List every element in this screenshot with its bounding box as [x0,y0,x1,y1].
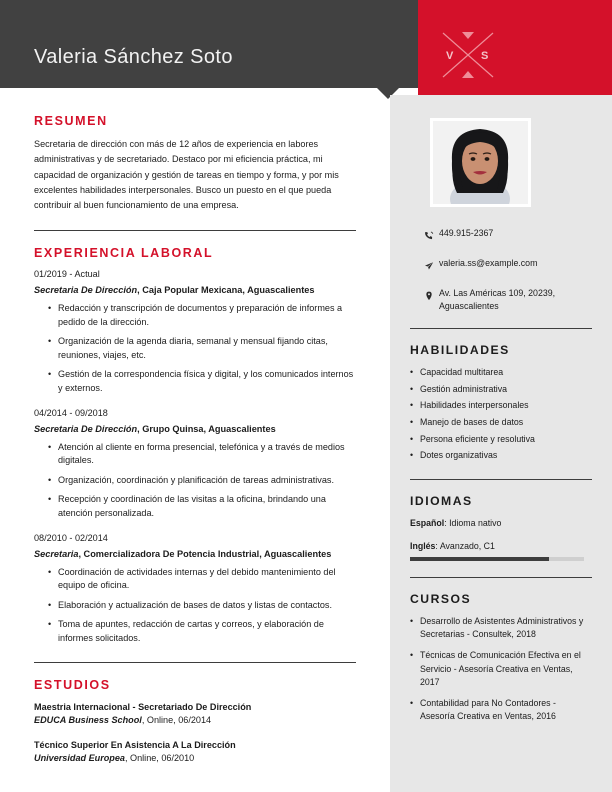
education-detail: , Online, 06/2014 [141,715,212,726]
education-degree: Técnico Superior En Asistencia A La Dirección [34,739,236,750]
course-item: • Técnicas de Comunicación Efectiva en el Servicio - Asesoría Creativa en Ventas, 2017 [410,649,592,690]
language-spanish [410,517,592,530]
experience-bullet: • Organización de la agenda diaria, semanal y mensual fijando citas, reuniones, viajes, etc. [50,335,356,362]
experience-entry [34,533,356,645]
language-level: : Idioma nativo [444,517,502,528]
sidebar-divider [410,328,592,329]
experience-bullet-list [34,441,356,520]
skill-item: • Gestión administrativa [410,383,592,397]
page-header [0,0,612,88]
experience-bullet: • Recepción y coordinación de las visitas a la oficina, brindando una atención personalizada. [50,493,356,520]
experience-bullet: • Coordinación de actividades internas y del debido mantenimiento del equipo de oficina. [50,566,356,593]
experience-role: Secretaria De Dirección [34,423,138,434]
language-entry [410,517,592,530]
experience-org: , Grupo Quinsa, Aguascalientes [137,423,276,434]
skills-list [410,366,592,463]
candidate-name: Valeria Sánchez Soto [34,46,233,68]
experience-role: Secretaria [34,548,79,559]
education-detail: , Online, 06/2010 [124,753,195,764]
contact-email: valeria.ss@example.com [439,258,538,268]
summary-text: Secretaria de dirección con más de 12 años de experiencia en labores administrativas y de secretariado. Destaco por mi eficiencia práctica, mi capacidad de organización y gestión de tareas en tiempo y forma, y por mis excelentes habilidades interpersonales. Busco un puesto en el que pueda contribuir al buen funcionamiento de una empresa. [34,139,339,211]
contact-address: Av. Las Américas 109, 20239, Aguascalientes [439,288,556,311]
section-divider [34,230,356,231]
skill-item: • Capacidad multitarea [410,366,592,380]
phone-icon [424,227,439,246]
course-item: • Desarrollo de Asistentes Administrativos y Secretarias - Consultek, 2018 [410,615,592,642]
experience-date: 01/2019 - Actual [34,269,100,280]
monogram-logo [437,27,499,83]
experience-bullet: • Redacción y transcripción de documentos y preparación de informes a pedido de la dirección. [50,302,356,329]
education-degree: Maestria Internacional - Secretariado De Dirección [34,701,252,712]
language-name: Español [410,517,445,528]
section-title-habilidades: HABILIDADES [410,343,510,358]
contact-phone-row [424,227,592,246]
education-entry [34,701,356,728]
experience-org: , Comercializadora De Potencia Industrial, Aguascalientes [78,548,332,559]
experience-bullet: • Gestión de la correspondencia física y digital, y los comunicados internos y externos. [50,368,356,395]
experience-bullet: • Elaboración y actualización de bases de datos y listas de contactos. [50,599,356,612]
sidebar-divider [410,577,592,578]
section-title-resumen: RESUMEN [34,114,108,128]
education-school [34,714,356,728]
monogram-right-letter: S [481,50,489,62]
contact-phone: 449.915-2367 [439,228,494,238]
education-school [34,752,356,766]
experience-bullet-list [34,302,356,394]
paper-plane-icon [424,257,439,276]
experience-org: , Caja Popular Mexicana, Aguascalientes [137,285,315,296]
course-item: • Contabilidad para No Contadores - Asesoría Creativa en Ventas, 2016 [410,697,592,724]
language-name: Inglés [410,540,436,551]
location-pin-icon [424,287,439,306]
section-title-experiencia: EXPERIENCIA LABORAL [34,246,214,261]
experience-bullet: • Toma de apuntes, redacción de cartas y correos, y elaboración de informes solicitados. [50,618,356,645]
section-divider [34,662,356,663]
experience-entry [34,408,356,520]
sidebar-divider [410,479,592,480]
sidebar [390,95,612,792]
skill-item: • Habilidades interpersonales [410,399,592,413]
education-institution: Universidad Europea [34,753,125,764]
skill-item: • Manejo de bases de datos [410,416,592,430]
experience-heading [34,548,356,561]
language-entry [410,540,592,561]
header-dark-panel [0,0,418,88]
contact-list [424,227,592,312]
language-level: : Avanzado, C1 [435,540,495,551]
section-title-idiomas: IDIOMAS [410,493,473,508]
avatar [430,118,531,207]
main-content-column [0,88,390,777]
experience-date: 04/2014 - 09/2018 [34,407,108,418]
experience-bullet: • Atención al cliente en forma presencial, telefónica y a través de medios digitales. [50,441,356,468]
skill-item: • Persona eficiente y resolutiva [410,433,592,447]
language-english [410,540,592,553]
experience-heading [34,284,356,297]
experience-role: Secretaria De Dirección [34,285,138,296]
monogram-left-letter: V [446,50,454,62]
language-proficiency-fill [410,557,549,561]
skill-item: • Dotes organizativas [410,449,592,463]
experience-date: 08/2010 - 02/2014 [34,532,108,543]
contact-email-row [424,257,592,276]
contact-address-row [424,287,592,312]
courses-list [410,615,592,724]
education-institution: EDUCA Business School [34,715,142,726]
section-title-estudios: ESTUDIOS [34,677,111,692]
experience-entry [34,269,356,394]
experience-heading [34,423,356,436]
experience-bullet: • Organización, coordinación y planificación de tareas administrativas. [50,474,356,487]
language-proficiency-bar [410,557,584,561]
section-title-cursos: CURSOS [410,591,472,606]
experience-bullet-list [34,566,356,645]
education-entry [34,739,356,766]
